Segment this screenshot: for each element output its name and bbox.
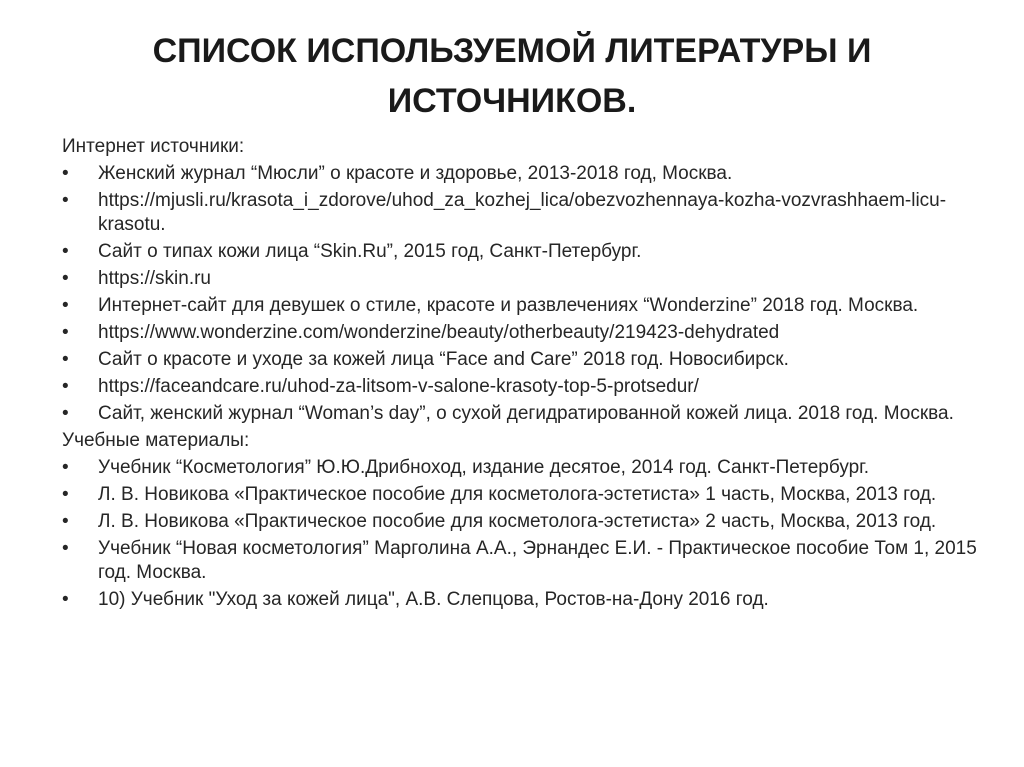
list-item-text: Женский журнал “Мюсли” о красоте и здоровье, 2013-2018 год, Москва. bbox=[98, 163, 733, 184]
title-line-1: СПИСОК ИСПОЛЬЗУЕМОЙ ЛИТЕРАТУРЫ И bbox=[152, 32, 872, 70]
title-line-2: ИСТОЧНИКОВ. bbox=[387, 82, 637, 120]
list-item bbox=[60, 456, 980, 480]
slide-title bbox=[60, 26, 964, 126]
list-item bbox=[60, 162, 980, 186]
section-internet-sources bbox=[60, 135, 980, 426]
bullet-icon: • bbox=[62, 457, 69, 478]
list-item bbox=[60, 240, 980, 264]
bullet-icon: • bbox=[62, 163, 69, 184]
bullet-icon: • bbox=[62, 589, 69, 610]
list-item bbox=[60, 588, 980, 612]
list-item-text: Сайт о типах кожи лица “Skin.Ru”, 2015 год, Санкт-Петербург. bbox=[98, 241, 642, 262]
list-item-text: 10) Учебник "Уход за кожей лица", А.В. Слепцова, Ростов-на-Дону 2016 год. bbox=[98, 589, 769, 610]
list-item-text: Л. В. Новикова «Практическое пособие для косметолога-эстетиста» 1 часть, Москва, 2013 год. bbox=[98, 484, 937, 505]
list-item-text: Сайт, женский журнал “Woman’s day”, о сухой дегидратированной кожей лица. 2018 год. Москва. bbox=[98, 403, 954, 424]
list-item bbox=[60, 483, 980, 507]
section-heading: Интернет источники: bbox=[62, 136, 245, 157]
list-item bbox=[60, 402, 980, 426]
list-item bbox=[60, 537, 980, 585]
list-item-text: https://skin.ru bbox=[98, 268, 211, 289]
bullet-icon: • bbox=[62, 538, 69, 559]
list-item bbox=[60, 348, 980, 372]
bullet-icon: • bbox=[62, 295, 69, 316]
list-item bbox=[60, 189, 980, 237]
bullet-icon: • bbox=[62, 484, 69, 505]
list-item bbox=[60, 321, 980, 345]
internet-sources-list bbox=[60, 162, 980, 426]
bullet-icon: • bbox=[62, 190, 69, 211]
list-item bbox=[60, 294, 980, 318]
section-study-materials bbox=[60, 429, 980, 612]
study-materials-list bbox=[60, 456, 980, 612]
bullet-icon: • bbox=[62, 376, 69, 397]
bullet-icon: • bbox=[62, 349, 69, 370]
list-item-text: Интернет-сайт для девушек о стиле, красоте и развлечениях “Wonderzine” 2018 год. Москва. bbox=[98, 295, 919, 316]
list-item-text: https://www.wonderzine.com/wonderzine/beauty/otherbeauty/219423-dehydrated bbox=[98, 322, 780, 343]
list-item-text: Учебник “Новая косметология” Марголина А.А., Эрнандес Е.И. - Практическое пособие Том 1, 2015 год. Москва. bbox=[98, 538, 977, 583]
list-item-text: Учебник “Косметология” Ю.Ю.Дрибноход, издание десятое, 2014 год. Санкт-Петербург. bbox=[98, 457, 870, 478]
list-item bbox=[60, 510, 980, 534]
list-item-text: https://mjusli.ru/krasota_i_zdorove/uhod_za_kozhej_lica/obezvozhennaya-kozha-vozvrashhaem-licu-krasotu. bbox=[98, 190, 947, 235]
section-heading: Учебные материалы: bbox=[62, 430, 250, 451]
bullet-icon: • bbox=[62, 403, 69, 424]
list-item bbox=[60, 375, 980, 399]
list-item bbox=[60, 267, 980, 291]
bullet-icon: • bbox=[62, 511, 69, 532]
list-item-text: Сайт о красоте и уходе за кожей лица “Face and Care” 2018 год. Новосибирск. bbox=[98, 349, 789, 370]
bullet-icon: • bbox=[62, 322, 69, 343]
bullet-icon: • bbox=[62, 268, 69, 289]
list-item-text: Л. В. Новикова «Практическое пособие для косметолога-эстетиста» 2 часть, Москва, 2013 год. bbox=[98, 511, 937, 532]
bibliography-content bbox=[60, 135, 980, 615]
bullet-icon: • bbox=[62, 241, 69, 262]
list-item-text: https://faceandcare.ru/uhod-za-litsom-v-salone-krasoty-top-5-protsedur/ bbox=[98, 376, 699, 397]
